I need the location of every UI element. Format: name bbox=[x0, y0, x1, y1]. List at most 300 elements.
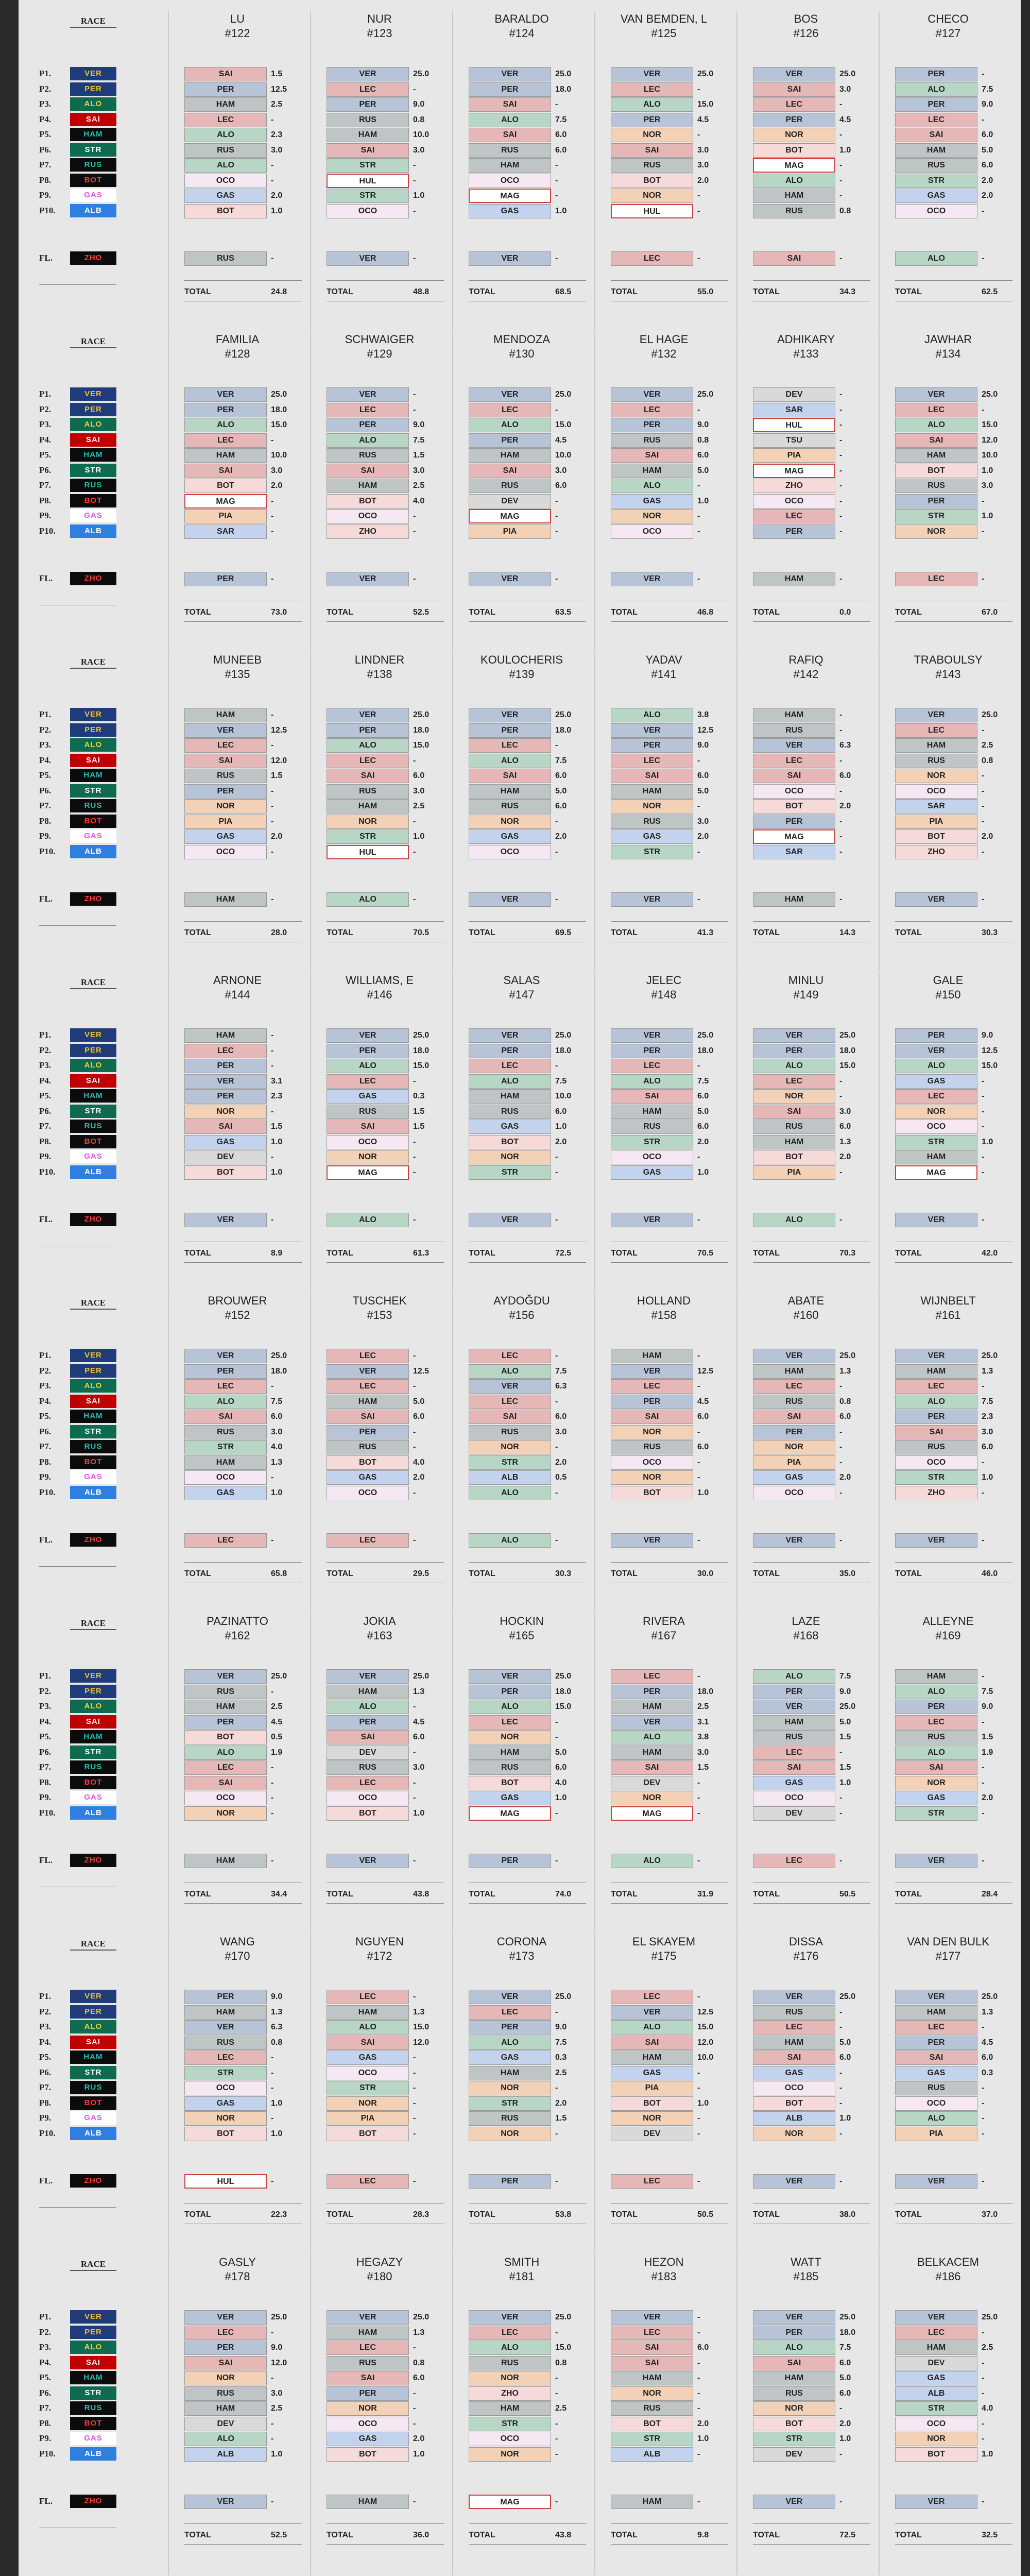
pick-cell[interactable]: NOR bbox=[327, 2401, 409, 2416]
pick-cell[interactable]: BOT bbox=[327, 1806, 409, 1821]
pick-cell[interactable]: ALO bbox=[611, 1730, 693, 1744]
pick-cell[interactable]: GAS bbox=[327, 1089, 409, 1104]
pick-cell[interactable]: HAM bbox=[611, 1700, 693, 1714]
pick-cell[interactable]: GAS bbox=[327, 1470, 409, 1485]
pick-cell[interactable]: HAM bbox=[184, 1028, 267, 1043]
pick-cell[interactable]: RUS bbox=[611, 2401, 693, 2416]
pick-cell[interactable]: PER bbox=[611, 113, 693, 127]
pick-cell[interactable]: SAI bbox=[327, 1410, 409, 1424]
pick-cell[interactable]: VER bbox=[895, 1044, 977, 1058]
fastest-lap-pick[interactable]: ALO bbox=[753, 1213, 835, 1227]
pick-cell[interactable]: NOR bbox=[753, 2127, 835, 2141]
pick-cell[interactable]: NOR bbox=[184, 799, 267, 814]
pick-cell[interactable]: SAI bbox=[753, 1410, 835, 1424]
pick-cell[interactable]: LEC bbox=[753, 97, 835, 112]
pick-cell[interactable]: LEC bbox=[327, 403, 409, 417]
pick-cell[interactable]: ALO bbox=[469, 2341, 551, 2355]
pick-cell[interactable]: LEC bbox=[469, 1059, 551, 1073]
pick-cell[interactable]: PER bbox=[184, 1364, 267, 1379]
pick-cell[interactable]: ALO bbox=[611, 1074, 693, 1089]
pick-cell[interactable]: LEC bbox=[469, 2326, 551, 2340]
pick-cell[interactable]: SAI bbox=[184, 1410, 267, 1424]
pick-cell[interactable]: NOR bbox=[753, 1089, 835, 1104]
fastest-lap-pick[interactable]: PER bbox=[469, 2174, 551, 2189]
pick-cell[interactable]: HAM bbox=[753, 2371, 835, 2385]
pick-cell[interactable]: OCO bbox=[753, 2081, 835, 2095]
pick-cell[interactable]: PIA bbox=[895, 2127, 977, 2141]
pick-cell[interactable]: BOT bbox=[753, 2096, 835, 2111]
pick-cell[interactable]: VER bbox=[895, 1990, 977, 2004]
pick-cell[interactable]: HAM bbox=[611, 2371, 693, 2385]
pick-cell[interactable]: SAI bbox=[469, 1410, 551, 1424]
pick-cell[interactable]: GAS bbox=[753, 2066, 835, 2080]
pick-cell[interactable]: OCO bbox=[895, 2417, 977, 2431]
pick-cell[interactable]: LEC bbox=[611, 403, 693, 417]
pick-cell[interactable]: LEC bbox=[895, 1715, 977, 1730]
pick-cell[interactable]: RUS bbox=[184, 2386, 267, 2401]
pick-cell[interactable]: NOR bbox=[611, 1470, 693, 1485]
pick-cell[interactable]: LEC bbox=[469, 403, 551, 417]
pick-cell[interactable]: PER bbox=[895, 97, 977, 112]
pick-cell[interactable]: BOT bbox=[611, 2096, 693, 2111]
pick-cell[interactable]: NOR bbox=[469, 1730, 551, 1744]
pick-cell[interactable]: LEC bbox=[895, 2326, 977, 2340]
pick-cell[interactable]: PER bbox=[895, 1028, 977, 1043]
pick-cell[interactable]: STR bbox=[469, 1455, 551, 1470]
pick-cell[interactable]: NOR bbox=[469, 1440, 551, 1454]
pick-cell[interactable]: GAS bbox=[895, 2066, 977, 2080]
fastest-lap-pick[interactable]: VER bbox=[895, 2174, 977, 2189]
pick-cell[interactable]: ALO bbox=[895, 82, 977, 97]
pick-cell[interactable]: MAG bbox=[753, 464, 835, 478]
pick-cell[interactable]: STR bbox=[469, 2096, 551, 2111]
pick-cell[interactable]: ALO bbox=[327, 433, 409, 448]
fastest-lap-pick[interactable]: PER bbox=[184, 572, 267, 586]
pick-cell[interactable]: SAI bbox=[895, 128, 977, 142]
pick-cell[interactable]: LEC bbox=[753, 2020, 835, 2035]
pick-cell[interactable]: PER bbox=[895, 1410, 977, 1424]
pick-cell[interactable]: HAM bbox=[469, 2401, 551, 2416]
pick-cell[interactable]: NOR bbox=[611, 128, 693, 142]
pick-cell[interactable]: VER bbox=[753, 1990, 835, 2004]
pick-cell[interactable]: HUL bbox=[611, 204, 693, 218]
pick-cell[interactable]: PER bbox=[611, 1685, 693, 1699]
pick-cell[interactable]: OCO bbox=[184, 845, 267, 859]
pick-cell[interactable]: PER bbox=[184, 1715, 267, 1730]
pick-cell[interactable]: SAI bbox=[184, 2356, 267, 2370]
pick-cell[interactable]: BOT bbox=[611, 2417, 693, 2431]
pick-cell[interactable]: LEC bbox=[753, 1379, 835, 1394]
pick-cell[interactable]: ALO bbox=[327, 1700, 409, 1714]
pick-cell[interactable]: RUS bbox=[327, 1105, 409, 1119]
pick-cell[interactable]: ALO bbox=[469, 754, 551, 768]
pick-cell[interactable]: ALO bbox=[469, 2036, 551, 2050]
fastest-lap-pick[interactable]: VER bbox=[469, 572, 551, 586]
pick-cell[interactable]: GAS bbox=[753, 1470, 835, 1485]
pick-cell[interactable]: PER bbox=[753, 524, 835, 539]
pick-cell[interactable]: HAM bbox=[469, 158, 551, 173]
pick-cell[interactable]: SAI bbox=[327, 1120, 409, 1134]
pick-cell[interactable]: ALO bbox=[469, 418, 551, 432]
pick-cell[interactable]: LEC bbox=[611, 1669, 693, 1684]
pick-cell[interactable]: BOT bbox=[469, 1776, 551, 1790]
pick-cell[interactable]: RUS bbox=[895, 479, 977, 493]
pick-cell[interactable]: BOT bbox=[895, 2447, 977, 2462]
pick-cell[interactable]: RUS bbox=[753, 2386, 835, 2401]
pick-cell[interactable]: DEV bbox=[895, 2356, 977, 2370]
pick-cell[interactable]: GAS bbox=[895, 189, 977, 203]
pick-cell[interactable]: SAR bbox=[753, 845, 835, 859]
pick-cell[interactable]: PER bbox=[327, 418, 409, 432]
pick-cell[interactable]: RUS bbox=[184, 769, 267, 783]
fastest-lap-pick[interactable]: VER bbox=[895, 1533, 977, 1548]
pick-cell[interactable]: PER bbox=[327, 97, 409, 112]
pick-cell[interactable]: STR bbox=[895, 174, 977, 188]
pick-cell[interactable]: STR bbox=[327, 189, 409, 203]
pick-cell[interactable]: SAR bbox=[895, 799, 977, 814]
pick-cell[interactable]: SAI bbox=[184, 754, 267, 768]
pick-cell[interactable]: LEC bbox=[611, 2326, 693, 2340]
pick-cell[interactable]: RUS bbox=[184, 143, 267, 158]
pick-cell[interactable]: VER bbox=[184, 1349, 267, 1363]
pick-cell[interactable]: ALB bbox=[469, 1470, 551, 1485]
pick-cell[interactable]: SAI bbox=[469, 128, 551, 142]
pick-cell[interactable]: SAI bbox=[327, 2371, 409, 2385]
fastest-lap-pick[interactable]: VER bbox=[611, 1533, 693, 1548]
pick-cell[interactable]: GAS bbox=[327, 2432, 409, 2446]
pick-cell[interactable]: BOT bbox=[327, 2127, 409, 2141]
pick-cell[interactable]: VER bbox=[327, 1669, 409, 1684]
pick-cell[interactable]: NOR bbox=[611, 1791, 693, 1805]
pick-cell[interactable]: DEV bbox=[469, 494, 551, 509]
pick-cell[interactable]: HAM bbox=[611, 2050, 693, 2065]
pick-cell[interactable]: LEC bbox=[611, 1990, 693, 2004]
pick-cell[interactable]: STR bbox=[611, 1135, 693, 1149]
pick-cell[interactable]: DEV bbox=[753, 1806, 835, 1821]
pick-cell[interactable]: HAM bbox=[184, 97, 267, 112]
pick-cell[interactable]: BOT bbox=[469, 1135, 551, 1149]
pick-cell[interactable]: HAM bbox=[469, 448, 551, 463]
pick-cell[interactable]: VER bbox=[895, 708, 977, 722]
pick-cell[interactable]: VER bbox=[611, 67, 693, 81]
fastest-lap-pick[interactable]: LEC bbox=[327, 2174, 409, 2189]
pick-cell[interactable]: PIA bbox=[611, 2081, 693, 2095]
pick-cell[interactable]: LEC bbox=[753, 509, 835, 523]
pick-cell[interactable]: GAS bbox=[895, 1074, 977, 1089]
pick-cell[interactable]: VER bbox=[611, 2005, 693, 2020]
fastest-lap-pick[interactable]: HAM bbox=[184, 1854, 267, 1868]
pick-cell[interactable]: LEC bbox=[469, 2005, 551, 2020]
pick-cell[interactable]: SAI bbox=[895, 433, 977, 448]
pick-cell[interactable]: GAS bbox=[327, 2050, 409, 2065]
pick-cell[interactable]: LEC bbox=[469, 1715, 551, 1730]
pick-cell[interactable]: ALO bbox=[184, 128, 267, 142]
pick-cell[interactable]: SAI bbox=[469, 97, 551, 112]
pick-cell[interactable]: OCO bbox=[469, 174, 551, 188]
pick-cell[interactable]: RUS bbox=[469, 1105, 551, 1119]
pick-cell[interactable]: LEC bbox=[611, 754, 693, 768]
pick-cell[interactable]: NOR bbox=[611, 2111, 693, 2126]
pick-cell[interactable]: NOR bbox=[184, 1105, 267, 1119]
pick-cell[interactable]: HAM bbox=[753, 1715, 835, 1730]
pick-cell[interactable]: STR bbox=[327, 829, 409, 844]
pick-cell[interactable]: ALB bbox=[753, 2111, 835, 2126]
pick-cell[interactable]: RUS bbox=[753, 204, 835, 218]
pick-cell[interactable]: SAI bbox=[611, 2036, 693, 2050]
pick-cell[interactable]: BOT bbox=[184, 204, 267, 218]
pick-cell[interactable]: STR bbox=[895, 2401, 977, 2416]
pick-cell[interactable]: RUS bbox=[895, 2081, 977, 2095]
pick-cell[interactable]: HAM bbox=[753, 708, 835, 722]
pick-cell[interactable]: GAS bbox=[184, 829, 267, 844]
pick-cell[interactable]: RUS bbox=[327, 1760, 409, 1775]
pick-cell[interactable]: SAI bbox=[469, 769, 551, 783]
pick-cell[interactable]: LEC bbox=[753, 1745, 835, 1760]
pick-cell[interactable]: HAM bbox=[895, 1669, 977, 1684]
pick-cell[interactable]: PIA bbox=[327, 2111, 409, 2126]
pick-cell[interactable]: LEC bbox=[184, 1379, 267, 1394]
pick-cell[interactable]: PIA bbox=[753, 1455, 835, 1470]
fastest-lap-pick[interactable]: LEC bbox=[753, 1854, 835, 1868]
pick-cell[interactable]: SAR bbox=[753, 403, 835, 417]
pick-cell[interactable]: PER bbox=[753, 113, 835, 127]
fastest-lap-pick[interactable]: ALO bbox=[895, 251, 977, 266]
pick-cell[interactable]: HAM bbox=[327, 1685, 409, 1699]
fastest-lap-pick[interactable]: HAM bbox=[611, 2495, 693, 2509]
pick-cell[interactable]: HAM bbox=[895, 2005, 977, 2020]
pick-cell[interactable]: OCO bbox=[753, 1791, 835, 1805]
fastest-lap-pick[interactable]: VER bbox=[611, 1213, 693, 1227]
pick-cell[interactable]: NOR bbox=[327, 1150, 409, 1164]
pick-cell[interactable]: NOR bbox=[753, 128, 835, 142]
pick-cell[interactable]: HAM bbox=[753, 189, 835, 203]
pick-cell[interactable]: ALO bbox=[469, 113, 551, 127]
pick-cell[interactable]: PER bbox=[327, 1044, 409, 1058]
fastest-lap-pick[interactable]: VER bbox=[469, 892, 551, 907]
pick-cell[interactable]: LEC bbox=[184, 1760, 267, 1775]
pick-cell[interactable]: BOT bbox=[184, 1730, 267, 1744]
pick-cell[interactable]: PER bbox=[469, 1044, 551, 1058]
pick-cell[interactable]: PER bbox=[753, 1425, 835, 1439]
pick-cell[interactable]: ALB bbox=[184, 2447, 267, 2462]
pick-cell[interactable]: ALO bbox=[753, 1669, 835, 1684]
pick-cell[interactable]: GAS bbox=[611, 2066, 693, 2080]
pick-cell[interactable]: SAI bbox=[753, 2356, 835, 2370]
pick-cell[interactable]: LEC bbox=[611, 82, 693, 97]
pick-cell[interactable]: DEV bbox=[753, 387, 835, 402]
fastest-lap-pick[interactable]: HUL bbox=[184, 2174, 267, 2189]
pick-cell[interactable]: DEV bbox=[611, 2127, 693, 2141]
pick-cell[interactable]: OCO bbox=[895, 1120, 977, 1134]
fastest-lap-pick[interactable]: RUS bbox=[184, 251, 267, 266]
pick-cell[interactable]: LEC bbox=[469, 1395, 551, 1409]
pick-cell[interactable]: MAG bbox=[753, 158, 835, 173]
pick-cell[interactable]: LEC bbox=[611, 1059, 693, 1073]
pick-cell[interactable]: VER bbox=[327, 387, 409, 402]
pick-cell[interactable]: HAM bbox=[327, 2326, 409, 2340]
pick-cell[interactable]: HAM bbox=[184, 1700, 267, 1714]
pick-cell[interactable]: VER bbox=[184, 2310, 267, 2325]
pick-cell[interactable]: BOT bbox=[327, 1455, 409, 1470]
pick-cell[interactable]: RUS bbox=[327, 113, 409, 127]
pick-cell[interactable]: PER bbox=[611, 1044, 693, 1058]
fastest-lap-pick[interactable]: VER bbox=[611, 572, 693, 586]
pick-cell[interactable]: HAM bbox=[469, 784, 551, 799]
pick-cell[interactable]: RUS bbox=[895, 158, 977, 173]
pick-cell[interactable]: GAS bbox=[469, 1120, 551, 1134]
pick-cell[interactable]: MAG bbox=[469, 509, 551, 523]
pick-cell[interactable]: PIA bbox=[895, 815, 977, 829]
pick-cell[interactable]: ALO bbox=[469, 1700, 551, 1714]
pick-cell[interactable]: LEC bbox=[327, 1990, 409, 2004]
pick-cell[interactable]: GAS bbox=[611, 1165, 693, 1180]
pick-cell[interactable]: VER bbox=[184, 387, 267, 402]
pick-cell[interactable]: RUS bbox=[753, 723, 835, 738]
pick-cell[interactable]: VER bbox=[753, 1700, 835, 1714]
pick-cell[interactable]: NOR bbox=[184, 1806, 267, 1821]
pick-cell[interactable]: LEC bbox=[327, 754, 409, 768]
pick-cell[interactable]: PIA bbox=[184, 509, 267, 523]
pick-cell[interactable]: ALB bbox=[611, 2447, 693, 2462]
fastest-lap-pick[interactable]: VER bbox=[469, 251, 551, 266]
fastest-lap-pick[interactable]: LEC bbox=[327, 1533, 409, 1548]
pick-cell[interactable]: LEC bbox=[184, 1044, 267, 1058]
pick-cell[interactable]: SAI bbox=[611, 2341, 693, 2355]
pick-cell[interactable]: HUL bbox=[327, 174, 409, 188]
pick-cell[interactable]: OCO bbox=[327, 204, 409, 218]
pick-cell[interactable]: NOR bbox=[895, 524, 977, 539]
pick-cell[interactable]: ALO bbox=[753, 1059, 835, 1073]
pick-cell[interactable]: VER bbox=[611, 1715, 693, 1730]
pick-cell[interactable]: ALO bbox=[184, 158, 267, 173]
pick-cell[interactable]: RUS bbox=[611, 433, 693, 448]
pick-cell[interactable]: BOT bbox=[753, 1150, 835, 1164]
pick-cell[interactable]: VER bbox=[469, 1990, 551, 2004]
pick-cell[interactable]: RUS bbox=[184, 1685, 267, 1699]
pick-cell[interactable]: SAI bbox=[184, 67, 267, 81]
pick-cell[interactable]: SAI bbox=[895, 2050, 977, 2065]
pick-cell[interactable]: VER bbox=[469, 67, 551, 81]
pick-cell[interactable]: RUS bbox=[753, 1395, 835, 1409]
pick-cell[interactable]: OCO bbox=[327, 2066, 409, 2080]
pick-cell[interactable]: PER bbox=[327, 2386, 409, 2401]
fastest-lap-pick[interactable]: HAM bbox=[753, 892, 835, 907]
pick-cell[interactable]: STR bbox=[895, 1135, 977, 1149]
pick-cell[interactable]: PER bbox=[611, 418, 693, 432]
pick-cell[interactable]: PIA bbox=[184, 815, 267, 829]
pick-cell[interactable]: VER bbox=[184, 1669, 267, 1684]
pick-cell[interactable]: PER bbox=[327, 723, 409, 738]
pick-cell[interactable]: SAI bbox=[184, 464, 267, 478]
pick-cell[interactable]: HAM bbox=[895, 1364, 977, 1379]
pick-cell[interactable]: LEC bbox=[895, 1089, 977, 1104]
pick-cell[interactable]: BOT bbox=[184, 1165, 267, 1180]
pick-cell[interactable]: RUS bbox=[611, 1120, 693, 1134]
pick-cell[interactable]: BOT bbox=[327, 494, 409, 509]
pick-cell[interactable]: ALO bbox=[327, 738, 409, 753]
fastest-lap-pick[interactable]: VER bbox=[895, 892, 977, 907]
pick-cell[interactable]: OCO bbox=[327, 1486, 409, 1500]
pick-cell[interactable]: SAI bbox=[327, 464, 409, 478]
pick-cell[interactable]: LEC bbox=[753, 1074, 835, 1089]
pick-cell[interactable]: NOR bbox=[611, 189, 693, 203]
pick-cell[interactable]: VER bbox=[327, 67, 409, 81]
pick-cell[interactable]: SAI bbox=[611, 1089, 693, 1104]
pick-cell[interactable]: HAM bbox=[184, 708, 267, 722]
pick-cell[interactable]: RUS bbox=[895, 1730, 977, 1744]
pick-cell[interactable]: STR bbox=[184, 1440, 267, 1454]
pick-cell[interactable]: BOT bbox=[753, 799, 835, 814]
pick-cell[interactable]: PER bbox=[184, 1059, 267, 1073]
fastest-lap-pick[interactable]: VER bbox=[753, 1533, 835, 1548]
pick-cell[interactable]: NOR bbox=[184, 2371, 267, 2385]
fastest-lap-pick[interactable]: VER bbox=[611, 892, 693, 907]
pick-cell[interactable]: ALO bbox=[895, 1059, 977, 1073]
pick-cell[interactable]: HAM bbox=[753, 1364, 835, 1379]
pick-cell[interactable]: DEV bbox=[184, 2417, 267, 2431]
pick-cell[interactable]: OCO bbox=[753, 494, 835, 509]
pick-cell[interactable]: RUS bbox=[184, 2036, 267, 2050]
pick-cell[interactable]: LEC bbox=[469, 738, 551, 753]
pick-cell[interactable]: PIA bbox=[753, 448, 835, 463]
pick-cell[interactable]: HAM bbox=[895, 448, 977, 463]
pick-cell[interactable]: SAI bbox=[611, 143, 693, 158]
pick-cell[interactable]: RUS bbox=[753, 1730, 835, 1744]
pick-cell[interactable]: MAG bbox=[611, 1806, 693, 1821]
pick-cell[interactable]: LEC bbox=[184, 2050, 267, 2065]
pick-cell[interactable]: NOR bbox=[753, 2401, 835, 2416]
pick-cell[interactable]: LEC bbox=[611, 1379, 693, 1394]
pick-cell[interactable]: VER bbox=[753, 2310, 835, 2325]
pick-cell[interactable]: ALO bbox=[895, 418, 977, 432]
pick-cell[interactable]: HAM bbox=[184, 448, 267, 463]
pick-cell[interactable]: NOR bbox=[611, 2386, 693, 2401]
pick-cell[interactable]: VER bbox=[327, 708, 409, 722]
fastest-lap-pick[interactable]: HAM bbox=[753, 572, 835, 586]
pick-cell[interactable]: HAM bbox=[895, 738, 977, 753]
pick-cell[interactable]: RUS bbox=[469, 1760, 551, 1775]
pick-cell[interactable]: OCO bbox=[327, 1135, 409, 1149]
pick-cell[interactable]: NOR bbox=[611, 1425, 693, 1439]
pick-cell[interactable]: STR bbox=[184, 2066, 267, 2080]
pick-cell[interactable]: HAM bbox=[611, 1105, 693, 1119]
pick-cell[interactable]: RUS bbox=[469, 2111, 551, 2126]
pick-cell[interactable]: GAS bbox=[184, 189, 267, 203]
pick-cell[interactable]: TSU bbox=[753, 433, 835, 448]
fastest-lap-pick[interactable]: LEC bbox=[611, 251, 693, 266]
pick-cell[interactable]: NOR bbox=[895, 1105, 977, 1119]
pick-cell[interactable]: RUS bbox=[327, 2356, 409, 2370]
pick-cell[interactable]: PER bbox=[469, 2020, 551, 2035]
pick-cell[interactable]: GAS bbox=[184, 1486, 267, 1500]
pick-cell[interactable]: ALO bbox=[895, 1745, 977, 1760]
pick-cell[interactable]: NOR bbox=[469, 1150, 551, 1164]
fastest-lap-pick[interactable]: ALO bbox=[469, 1533, 551, 1548]
pick-cell[interactable]: ALO bbox=[327, 1059, 409, 1073]
pick-cell[interactable]: HAM bbox=[611, 1745, 693, 1760]
pick-cell[interactable]: SAI bbox=[469, 464, 551, 478]
pick-cell[interactable]: OCO bbox=[753, 1486, 835, 1500]
pick-cell[interactable]: NOR bbox=[469, 2127, 551, 2141]
pick-cell[interactable]: DEV bbox=[184, 1150, 267, 1164]
pick-cell[interactable]: NOR bbox=[469, 2081, 551, 2095]
pick-cell[interactable]: ALO bbox=[469, 1486, 551, 1500]
pick-cell[interactable]: PER bbox=[895, 2036, 977, 2050]
pick-cell[interactable]: HAM bbox=[327, 479, 409, 493]
pick-cell[interactable]: SAI bbox=[327, 1730, 409, 1744]
pick-cell[interactable]: ZHO bbox=[895, 845, 977, 859]
pick-cell[interactable]: BOT bbox=[184, 479, 267, 493]
